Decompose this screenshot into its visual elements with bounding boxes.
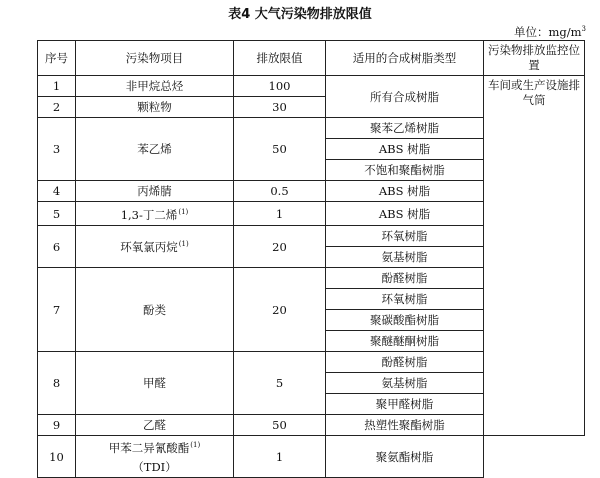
table-row <box>38 76 585 97</box>
row-item: 丙烯腈 <box>76 181 234 202</box>
row-limit: 5 <box>234 352 326 415</box>
row-item: 1,3-丁二烯$^{(1)}$ <box>76 202 234 226</box>
header-limit: 排放限值 <box>234 41 326 76</box>
header-no: 序号 <box>38 41 76 76</box>
row-limit: 0.5 <box>234 181 326 202</box>
row-limit: 100 <box>234 76 326 97</box>
row-resin: ABS 树脂 <box>326 181 484 202</box>
row-resin: 聚氨酯树脂 <box>326 436 484 478</box>
table-title: 表4 大气污染物排放限值 <box>228 7 372 22</box>
row-resin: 氨基树脂 <box>326 247 484 268</box>
header-item: 污染物项目 <box>76 41 234 76</box>
unit-label: 单位：$mg/m^3$ <box>513 25 586 39</box>
row-no: 10 <box>38 436 76 478</box>
row-limit: 50 <box>234 118 326 181</box>
row-resin: ABS 树脂 <box>326 139 484 160</box>
row-resin: ABS 树脂 <box>326 202 484 226</box>
footnote-mark: (1) <box>178 208 189 216</box>
row-no: 4 <box>38 181 76 202</box>
row-limit: 30 <box>234 97 326 118</box>
monitoring-position: 车间或生产设施排气筒 <box>484 76 585 436</box>
row-resin: 聚苯乙烯树脂 <box>326 118 484 139</box>
row-item: 颗粒物 <box>76 97 234 118</box>
row-no: 5 <box>38 202 76 226</box>
row-limit: 50 <box>234 415 326 436</box>
row-resin: 聚碳酸酯树脂 <box>326 310 484 331</box>
row-resin: 不饱和聚酯树脂 <box>326 160 484 181</box>
table-row <box>38 436 585 478</box>
footnote-mark: (1) <box>190 441 201 449</box>
row-resin: 环氧树脂 <box>326 289 484 310</box>
row-limit: 1 <box>234 436 326 478</box>
row-resin: 聚醚醚酮树脂 <box>326 331 484 352</box>
row-item: 非甲烷总烃 <box>76 76 234 97</box>
header-resin: 适用的合成树脂类型 <box>326 41 484 76</box>
row-limit: 1 <box>234 202 326 226</box>
row-resin: 环氧树脂 <box>326 226 484 247</box>
row-no: 7 <box>38 268 76 352</box>
row-no: 6 <box>38 226 76 268</box>
row-resin: 热塑性聚酯树脂 <box>326 415 484 436</box>
row-no: 8 <box>38 352 76 415</box>
row-item: 环氧氯丙烷$^{(1)}$ <box>76 226 234 268</box>
row-no: 9 <box>38 415 76 436</box>
row-resin: 酚醛树脂 <box>326 352 484 373</box>
row-resin: 氨基树脂 <box>326 373 484 394</box>
emission-limit-table <box>37 40 585 478</box>
row-no: 3 <box>38 118 76 181</box>
row-resin: 酚醛树脂 <box>326 268 484 289</box>
header-position: 污染物排放监控位置 <box>484 41 585 76</box>
footnote-mark: (1) <box>178 239 189 248</box>
row-item: 甲醛 <box>76 352 234 415</box>
row-item: 酚类 <box>76 268 234 352</box>
row-no: 1 <box>38 76 76 97</box>
row-item: 甲苯二异氰酸酯$^{(1)}$ （TDI） <box>76 436 234 478</box>
row-resin-shared: 所有合成树脂 <box>326 76 484 118</box>
row-limit: 20 <box>234 226 326 268</box>
row-no: 2 <box>38 97 76 118</box>
row-item: 苯乙烯 <box>76 118 234 181</box>
row-resin: 聚甲醛树脂 <box>326 394 484 415</box>
row-limit: 20 <box>234 268 326 352</box>
row-item: 乙醛 <box>76 415 234 436</box>
